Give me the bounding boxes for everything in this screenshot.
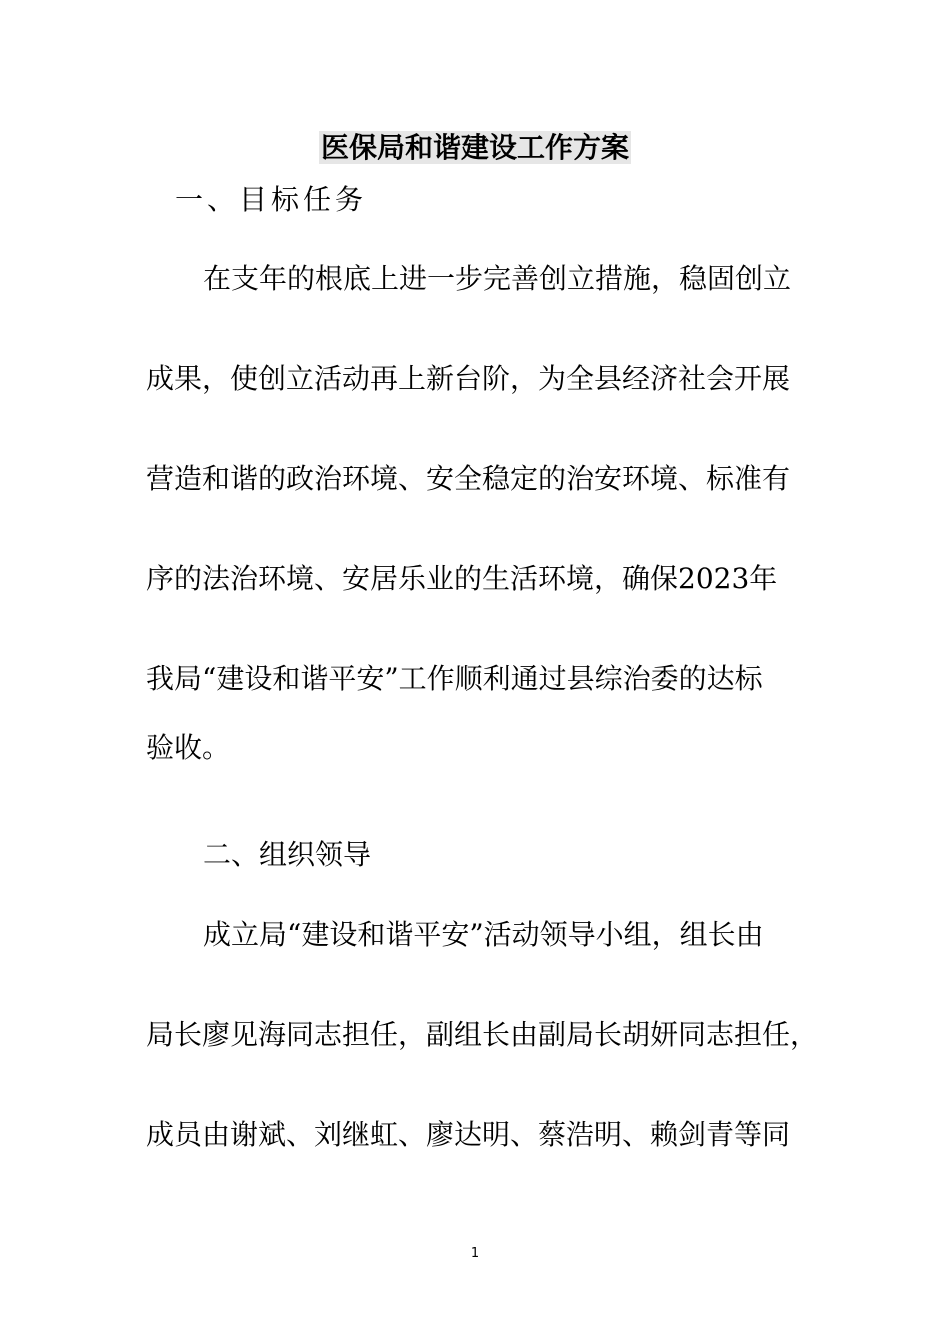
paragraph-line: 序的法治环境、安居乐业的生活环境，确保2023年 — [146, 562, 778, 595]
paragraph-line: 在支年的根底上进一步完善创立措施，稳固创立 — [203, 262, 792, 295]
paragraph-line: 成果，使创立活动再上新台阶，为全县经济社会开展 — [146, 362, 791, 395]
document-title — [0, 128, 950, 168]
page-number: 1 — [470, 1246, 480, 1261]
paragraph-line: 成立局“建设和谐平安”活动领导小组，组长由 — [203, 918, 764, 951]
heading-organization: 二、组织领导 — [203, 838, 372, 871]
paragraph-line: 营造和谐的政治环境、安全稳定的治安环境、标准有 — [146, 462, 791, 495]
paragraph-line: 验收。 — [146, 731, 231, 764]
paragraph-line: 我局“建设和谐平安”工作顺利通过县综治委的达标 — [146, 662, 763, 695]
heading-objectives: 一、目标任务 — [175, 183, 368, 216]
document-title-text: 医保局和谐建设工作方案 — [320, 131, 629, 164]
paragraph-line: 局长廖见海同志担任，副组长由副局长胡妍同志担任， — [146, 1018, 819, 1051]
paragraph-line: 成员由谢斌、刘继虹、廖达明、蔡浩明、赖剑青等同 — [146, 1118, 791, 1151]
